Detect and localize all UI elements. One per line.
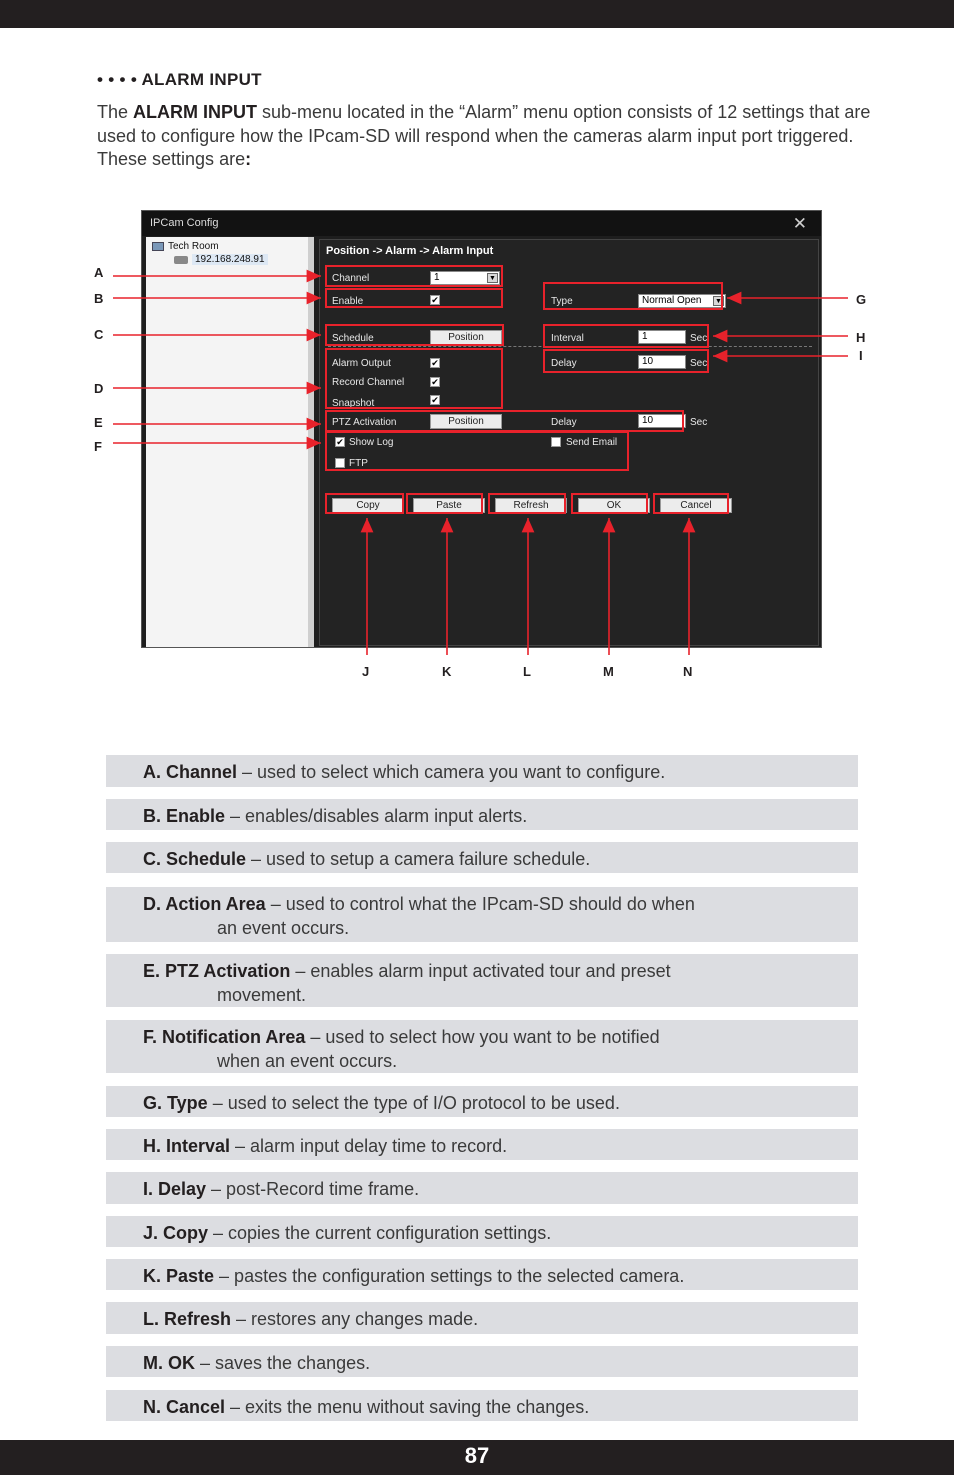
legend-row: J. Copy – copies the current configuration settings.: [106, 1216, 858, 1247]
schedule-position-button[interactable]: Position: [430, 330, 502, 345]
callout-l: L: [523, 664, 531, 679]
legend-row: I. Delay – post-Record time frame.: [106, 1172, 858, 1204]
legend-row: D. Action Area – used to control what the IPcam-SD should do when an event occurs.: [106, 887, 858, 942]
channel-select[interactable]: 1 ▼: [430, 271, 500, 285]
show-log-label: Show Log: [349, 437, 394, 448]
interval-unit: Sec: [690, 333, 708, 344]
callout-c: C: [94, 327, 104, 342]
paste-button[interactable]: Paste: [413, 498, 485, 513]
callout-d: D: [94, 381, 104, 396]
callout-arrows: [0, 0, 954, 700]
type-select[interactable]: Normal Open ▼: [638, 294, 726, 308]
delay-label: Delay: [551, 358, 577, 369]
callout-n: N: [683, 664, 693, 679]
legend-row: H. Interval – alarm input delay time to record.: [106, 1129, 858, 1160]
copy-button[interactable]: Copy: [332, 498, 404, 513]
type-label: Type: [551, 296, 573, 307]
legend-row: M. OK – saves the changes.: [106, 1346, 858, 1377]
tree-node-camera[interactable]: 192.168.248.91: [174, 254, 268, 265]
send-email-label: Send Email: [566, 437, 618, 448]
channel-label: Channel: [332, 273, 370, 284]
show-log-checkbox[interactable]: ✔: [336, 437, 344, 447]
ok-button[interactable]: OK: [578, 498, 650, 513]
interval-label: Interval: [551, 333, 584, 344]
snapshot-checkbox[interactable]: ✔: [431, 395, 439, 405]
callout-i: I: [859, 348, 863, 363]
close-icon[interactable]: ✕: [792, 214, 807, 233]
schedule-label: Schedule: [332, 333, 374, 344]
legend-row: E. PTZ Activation – enables alarm input activated tour and preset movement.: [106, 954, 858, 1007]
alarm-output-checkbox[interactable]: ✔: [431, 358, 439, 368]
callout-m: M: [603, 664, 614, 679]
callout-a: A: [94, 265, 104, 280]
page-number: 87: [464, 1443, 490, 1468]
section-title: • • • • ALARM INPUT: [97, 70, 262, 89]
tree-root[interactable]: Tech Room: [152, 241, 219, 252]
legend-row: A. Channel – used to select which camera you want to configure.: [106, 755, 858, 787]
legend-row: C. Schedule – used to setup a camera failure schedule.: [106, 842, 858, 873]
ftp-label: FTP: [349, 458, 368, 469]
ptz-delay-input[interactable]: 10: [638, 414, 686, 428]
snapshot-label: Snapshot: [332, 398, 375, 409]
intro-paragraph: The ALARM INPUT sub-menu located in the “Alarm” menu option consists of 12 settings that are used to configure how the IPcam-SD will respond when the cameras alarm input port triggered. These settings are:: [97, 102, 871, 169]
legend-row: L. Refresh – restores any changes made.: [106, 1302, 858, 1334]
callout-k: K: [442, 664, 452, 679]
record-channel-checkbox[interactable]: ✔: [431, 377, 439, 387]
ptz-position-button[interactable]: Position: [430, 414, 502, 429]
chevron-down-icon: ▼: [713, 296, 724, 306]
delay-input[interactable]: 10: [638, 355, 686, 369]
interval-input[interactable]: 1: [638, 330, 686, 344]
chevron-down-icon: ▼: [487, 273, 498, 283]
refresh-button[interactable]: Refresh: [495, 498, 567, 513]
cancel-button[interactable]: Cancel: [660, 498, 732, 513]
enable-checkbox[interactable]: ✔: [431, 295, 439, 305]
legend-row: N. Cancel – exits the menu without saving the changes.: [106, 1390, 858, 1421]
ptz-delay-unit: Sec: [690, 417, 708, 428]
legend-row: G. Type – used to select the type of I/O protocol to be used.: [106, 1086, 858, 1117]
window-title: IPCam Config: [142, 211, 821, 236]
alarm-output-label: Alarm Output: [332, 358, 391, 369]
ptz-activation-label: PTZ Activation: [332, 417, 397, 428]
callout-b: B: [94, 291, 104, 306]
callout-f: F: [94, 439, 102, 454]
legend-row: B. Enable – enables/disables alarm input alerts.: [106, 799, 858, 830]
enable-label: Enable: [332, 296, 364, 307]
delay-unit: Sec: [690, 358, 708, 369]
callout-g: G: [856, 292, 867, 307]
breadcrumb: Position -> Alarm -> Alarm Input: [326, 245, 494, 257]
callout-j: J: [362, 664, 370, 679]
ptz-delay-label: Delay: [551, 417, 577, 428]
legend-row: F. Notification Area – used to select how you want to be notified when an event occurs.: [106, 1020, 858, 1073]
legend-row: K. Paste – pastes the configuration settings to the selected camera.: [106, 1259, 858, 1290]
callout-h: H: [856, 330, 866, 345]
record-channel-label: Record Channel: [332, 377, 405, 388]
callout-e: E: [94, 415, 103, 430]
